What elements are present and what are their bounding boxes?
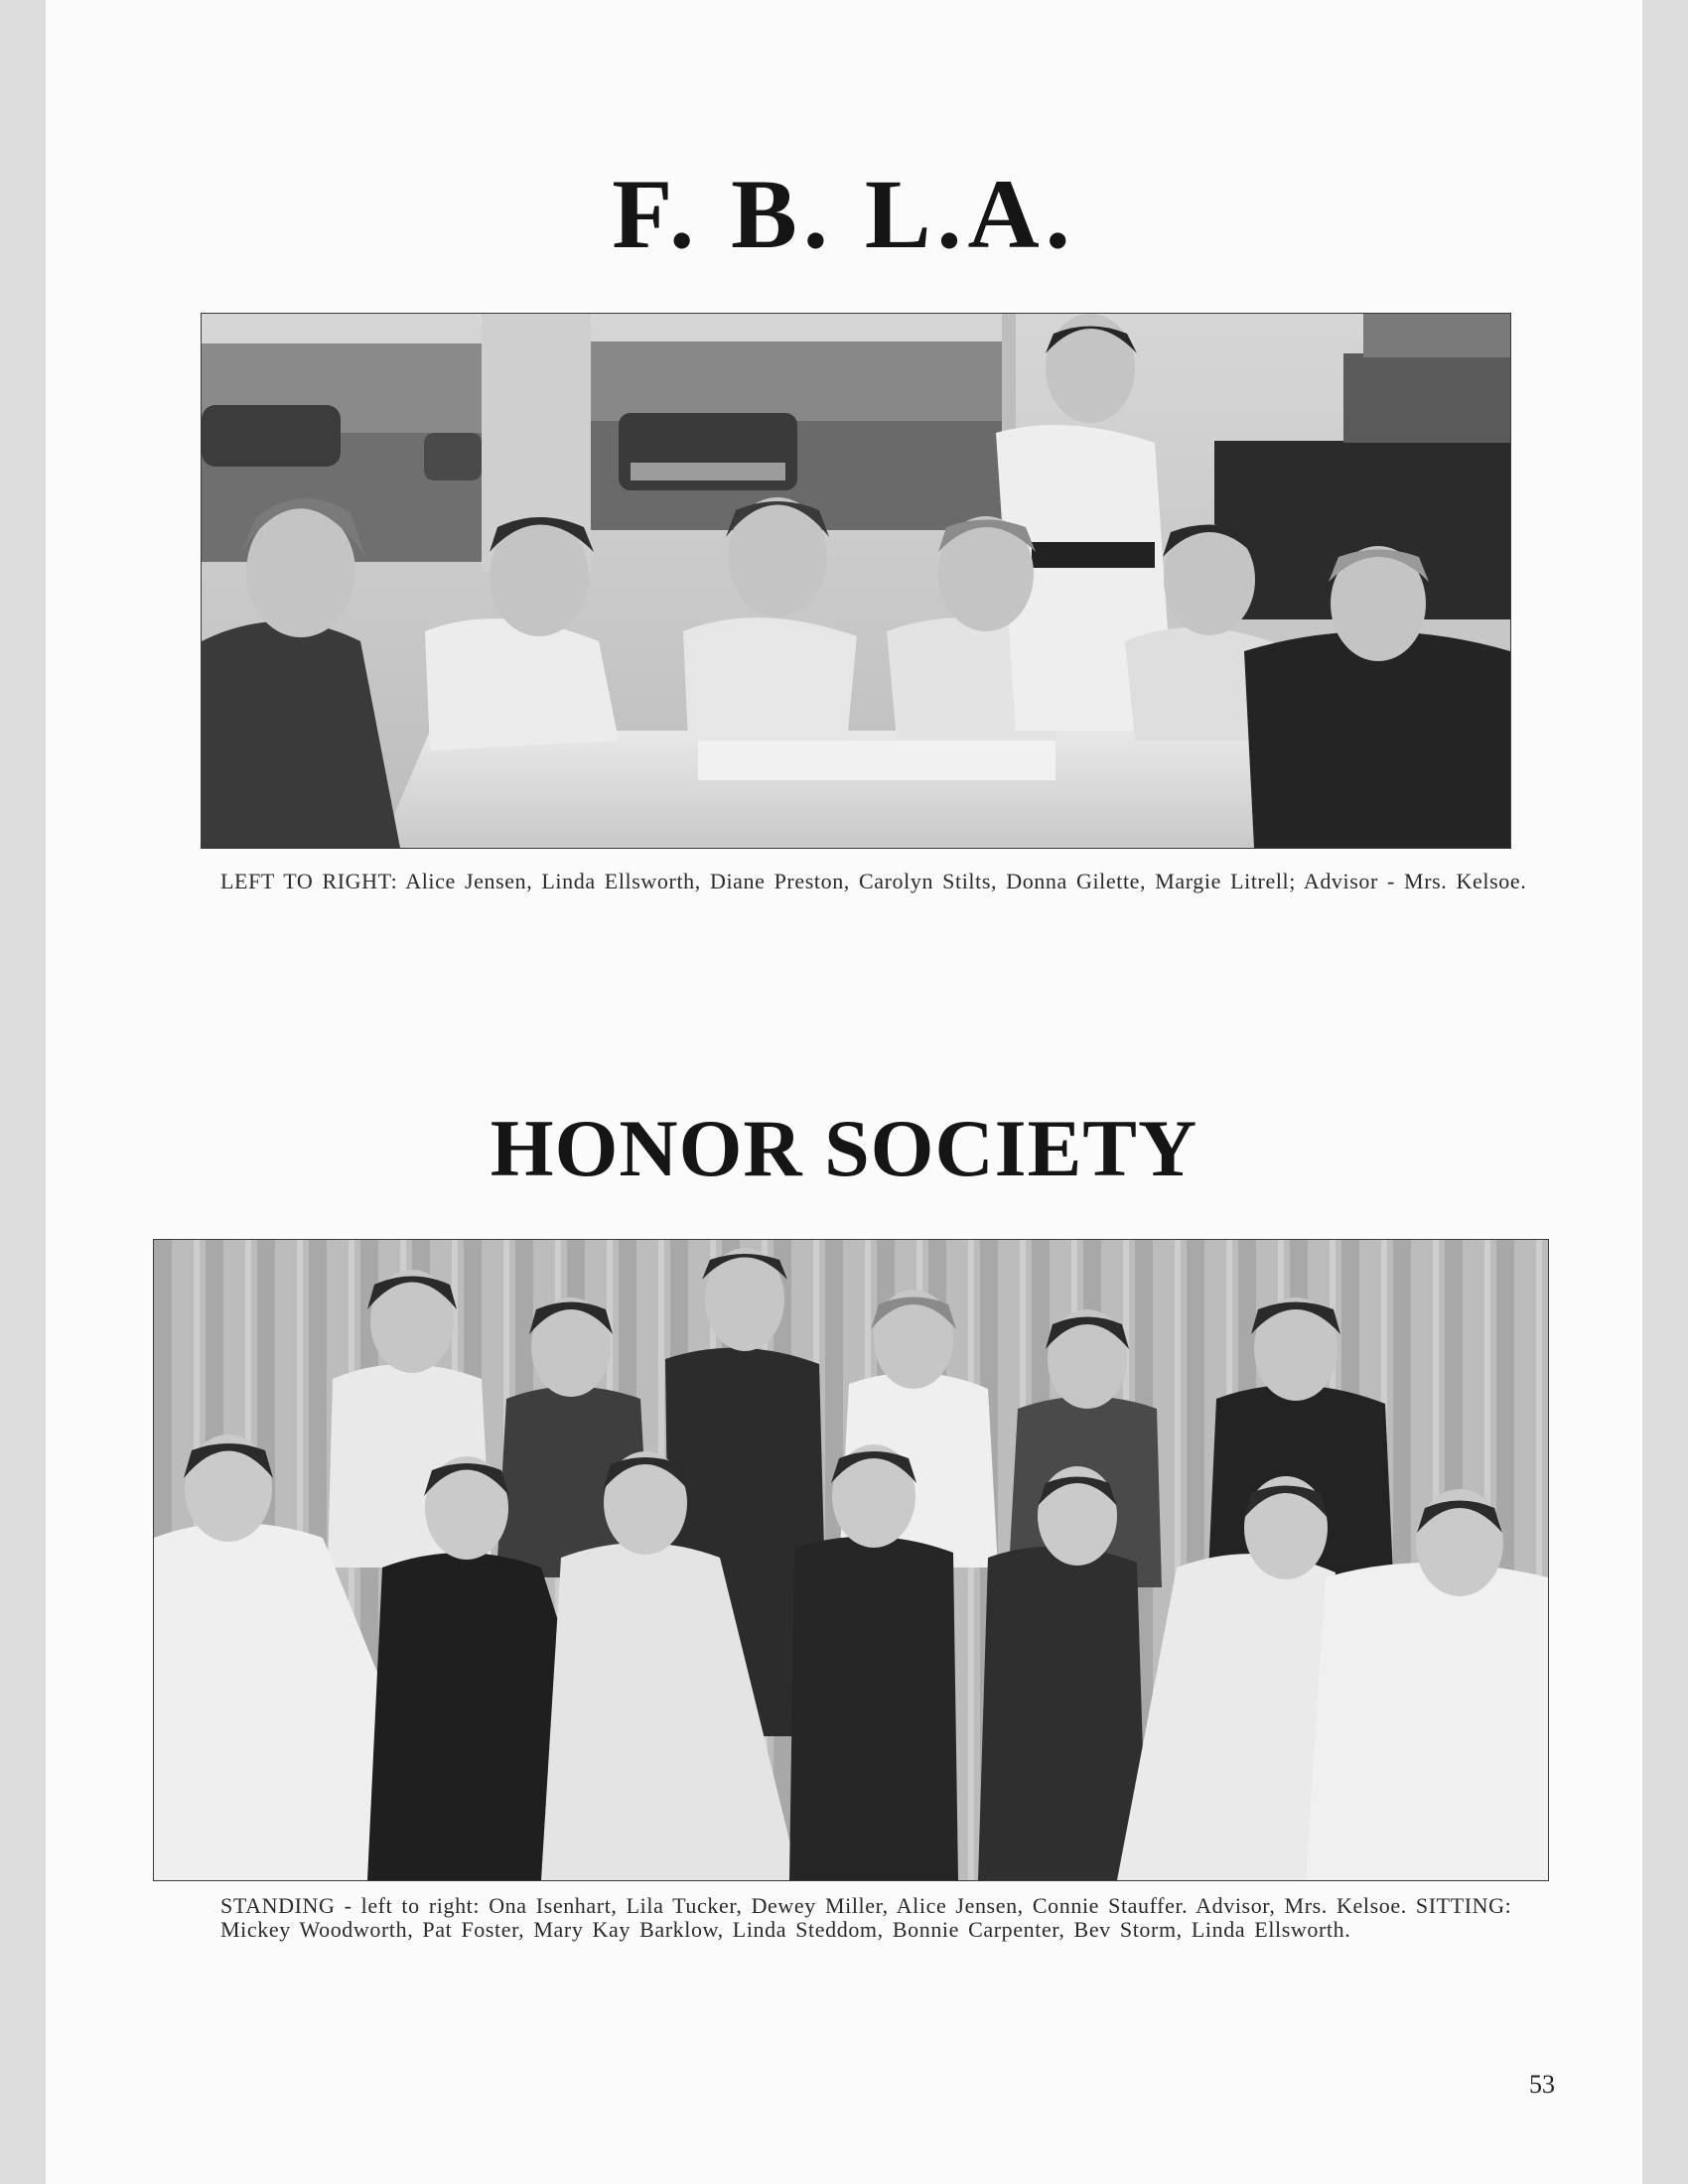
honor-society-title: HONOR SOCIETY [490,1103,1198,1193]
fbla-caption: LEFT TO RIGHT: Alice Jensen, Linda Ellsworth, Diane Preston, Carolyn Stilts, Donna Gilette, Margie Litrell; Advisor - Mrs. Kelsoe. [220,869,1527,893]
fbla-group-photo [201,313,1511,849]
page-number: 53 [1529,2070,1555,2099]
fbla-title: F. B. L.A. [612,159,1076,269]
yearbook-page [46,0,1642,2184]
honor-society-group-photo [153,1239,1549,1881]
honor-society-caption: STANDING - left to right: Ona Isenhart, Lila Tucker, Dewey Miller, Alice Jensen, Connie Stauffer. Advisor, Mrs. Kelsoe. SITTING: Mickey Woodworth, Pat Foster, Mary Kay Barklow, Linda Steddom, Bonnie Carpenter, Bev Storm, Linda Ellsworth. [220,1893,1512,1942]
